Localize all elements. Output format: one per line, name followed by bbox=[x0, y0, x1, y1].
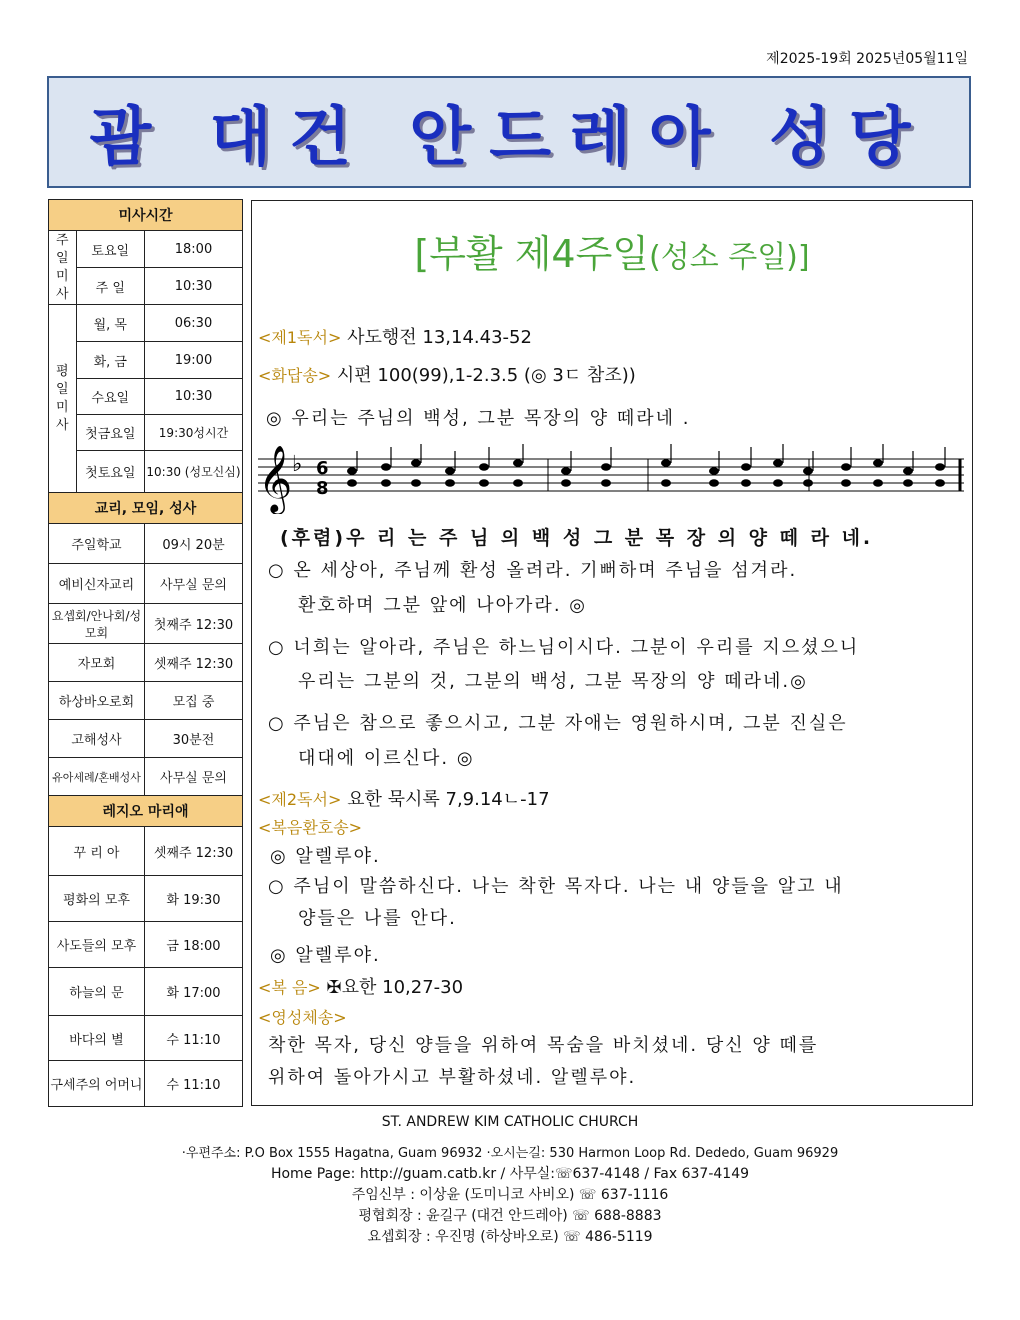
legio-row-label: 구세주의 어머니 bbox=[49, 1061, 145, 1107]
sunday-title-main: [부활 제4주일 bbox=[414, 232, 650, 276]
legio-row-value: 셋째주 12:30 bbox=[144, 827, 242, 876]
mass-row-label: 첫금요일 bbox=[76, 415, 144, 451]
mass-row-value: 10:30 bbox=[144, 268, 242, 305]
note-head bbox=[903, 479, 913, 487]
pastor-contact: 주임신부 : 이상윤 (도미니코 사비오) ☏ 637-1116 bbox=[351, 1187, 669, 1203]
communion-text: 위하여 돌아가시고 부활하셨네. 알렐루야. bbox=[268, 1067, 637, 1088]
sunday-title-sub: (성소 주일)] bbox=[649, 240, 810, 275]
note-head bbox=[773, 459, 783, 467]
note-head bbox=[741, 479, 751, 487]
church-name-en: ST. ANDREW KIM CATHOLIC CHURCH bbox=[381, 1114, 639, 1130]
issue-number: 제2025-19회 2025년05월11일 bbox=[766, 51, 968, 67]
note-head bbox=[347, 479, 357, 487]
mass-row-value: 19:30성시간 bbox=[144, 415, 242, 451]
mass-row-label: 첫토요일 bbox=[76, 451, 144, 493]
mass-row-label: 수요일 bbox=[76, 379, 144, 415]
weekday-mass-label: 평 일 미 사 bbox=[49, 305, 77, 493]
edu-header: 교리, 모임, 성사 bbox=[49, 493, 243, 524]
note-head bbox=[411, 479, 421, 487]
note-head bbox=[479, 463, 489, 471]
church-title: 괌 대건 안드레아 성당 bbox=[89, 101, 929, 175]
psalm-verse: ○ 주님은 참으로 좋으시고, 그분 자애는 영원하시며, 그분 진실은 bbox=[268, 713, 848, 734]
note-head bbox=[661, 479, 671, 487]
refrain-lyrics: (후렴)우 리 는 주 님 의 백 성 그 분 목 장 의 양 떼 라 네. bbox=[280, 527, 874, 549]
alleluia-tag-line bbox=[258, 815, 362, 838]
note-head bbox=[841, 479, 851, 487]
alleluia-response: ◎ 알렐루야. bbox=[270, 945, 381, 966]
music-staff bbox=[256, 444, 968, 514]
communion-text: 착한 목자, 당신 양들을 위하여 목숨을 바치셨네. 당신 양 떼를 bbox=[268, 1035, 819, 1056]
note-head bbox=[873, 479, 883, 487]
edu-row-value: 30분전 bbox=[144, 720, 242, 758]
note-head bbox=[381, 479, 391, 487]
mass-row-value: 06:30 bbox=[144, 305, 242, 342]
edu-row-label: 주일학교 bbox=[49, 524, 145, 564]
note-head bbox=[601, 479, 611, 487]
communion-tag: <영성체송> bbox=[258, 1008, 347, 1027]
note-head bbox=[903, 467, 913, 475]
edu-row-label: 요셉회/안나회/성모회 bbox=[49, 604, 145, 644]
treble-clef-icon: 𝄞 bbox=[258, 444, 293, 512]
psalm-line bbox=[258, 361, 636, 387]
notes bbox=[347, 444, 945, 487]
edu-row-label: 하상바오로회 bbox=[49, 682, 145, 720]
edu-row-label: 고해성사 bbox=[49, 720, 145, 758]
mass-row-label: 주 일 bbox=[76, 268, 144, 305]
homepage-phone: Home Page: http://guam.catb.kr / 사무실:☏637-4148 / Fax 637-4149 bbox=[270, 1166, 750, 1182]
edu-row-value: 사무실 문의 bbox=[144, 564, 242, 604]
note-head bbox=[561, 479, 571, 487]
legio-row-value: 수 11:10 bbox=[144, 1016, 242, 1061]
reading1-ref: 사도행전 13,14.43-52 bbox=[347, 327, 532, 348]
communion-tag-line bbox=[258, 1005, 347, 1028]
psalm-verse: 대대에 이르신다. ◎ bbox=[298, 748, 475, 769]
psalm-response: ◎ 우리는 주님의 백성, 그분 목장의 양 떼라네 . bbox=[266, 408, 691, 429]
gospel-line bbox=[258, 973, 463, 999]
mass-row-label: 토요일 bbox=[76, 231, 144, 268]
sunday-title bbox=[252, 223, 972, 278]
note-head bbox=[873, 459, 883, 467]
note-head bbox=[773, 479, 783, 487]
note-head bbox=[935, 479, 945, 487]
reading2-line bbox=[258, 785, 550, 811]
joseph-contact: 요셉회장 : 우진명 (하상바오로) ☏ 486-5119 bbox=[367, 1229, 653, 1245]
note-head bbox=[803, 467, 813, 475]
gospel-ref: ✠요한 10,27-30 bbox=[326, 977, 464, 998]
reading1-tag: <제1독서> bbox=[258, 328, 342, 347]
edu-row-value: 사무실 문의 bbox=[144, 758, 242, 796]
psalm-verse: 우리는 그분의 것, 그분의 백성, 그분 목장의 양 떼라네.◎ bbox=[298, 671, 808, 692]
mass-row-label: 화, 금 bbox=[76, 342, 144, 379]
mass-row-value: 19:00 bbox=[144, 342, 242, 379]
time-signature-bottom: 8 bbox=[316, 478, 329, 499]
alleluia-verse: ○ 주님이 말씀하신다. 나는 착한 목자다. 나는 내 양들을 알고 내 bbox=[268, 876, 844, 897]
legio-row-label: 사도들의 모후 bbox=[49, 922, 145, 968]
note-head bbox=[445, 467, 455, 475]
edu-row-value: 09시 20분 bbox=[144, 524, 242, 564]
note-head bbox=[661, 459, 671, 467]
reading2-tag: <제2독서> bbox=[258, 790, 342, 809]
legio-header: 레지오 마리애 bbox=[49, 796, 243, 827]
note-head bbox=[841, 463, 851, 471]
note-head bbox=[479, 479, 489, 487]
legio-row-value: 화 17:00 bbox=[144, 968, 242, 1016]
reading1-line bbox=[258, 323, 532, 349]
title-banner bbox=[47, 76, 971, 188]
edu-row-label: 자모회 bbox=[49, 644, 145, 682]
psalm-verse: ○ 온 세상아, 주님께 환성 올려라. 기뻐하며 주님을 섬겨라. bbox=[268, 560, 798, 581]
reading2-ref: 요한 묵시록 7,9.14ㄴ-17 bbox=[347, 789, 550, 810]
alleluia-response: ◎ 알렐루야. bbox=[270, 846, 381, 867]
psalm-tag: <화답송> bbox=[258, 366, 332, 385]
psalm-verse: 환호하며 그분 앞에 나아가라. ◎ bbox=[298, 595, 587, 616]
president-contact: 평협회장 : 윤길구 (대건 안드레아) ☏ 688-8883 bbox=[358, 1208, 662, 1224]
schedule-sidebar bbox=[48, 199, 243, 1107]
alleluia-verse: 양들은 나를 안다. bbox=[298, 908, 457, 929]
alleluia-tag: <복음환호송> bbox=[258, 818, 363, 837]
legio-row-label: 평화의 모후 bbox=[49, 876, 145, 922]
address: ·우편주소: P.O Box 1555 Hagatna, Guam 96932 ·오시는길: 530 Harmon Loop Rd. Dededo, Guam 96929 bbox=[181, 1146, 839, 1161]
edu-row-value: 셋째주 12:30 bbox=[144, 644, 242, 682]
note-head bbox=[601, 463, 611, 471]
mass-header: 미사시간 bbox=[49, 200, 243, 231]
mass-row-value: 10:30 bbox=[144, 379, 242, 415]
note-head bbox=[411, 459, 421, 467]
note-head bbox=[381, 463, 391, 471]
sunday-mass-label: 주 일 미 사 bbox=[49, 231, 77, 305]
note-head bbox=[803, 479, 813, 487]
flat-icon: ♭ bbox=[292, 452, 303, 477]
mass-row-value: 18:00 bbox=[144, 231, 242, 268]
note-head bbox=[709, 479, 719, 487]
note-head bbox=[513, 479, 523, 487]
liturgy-panel bbox=[251, 200, 973, 1106]
mass-row-value: 10:30 (성모신심) bbox=[144, 451, 242, 493]
mass-row-label: 월, 목 bbox=[76, 305, 144, 342]
psalm-verse: ○ 너희는 알아라, 주님은 하느님이시다. 그분이 우리를 지으셨으니 bbox=[268, 637, 860, 658]
legio-row-label: 꾸 리 아 bbox=[49, 827, 145, 876]
note-head bbox=[741, 463, 751, 471]
legio-row-value: 금 18:00 bbox=[144, 922, 242, 968]
note-head bbox=[347, 467, 357, 475]
note-head bbox=[445, 479, 455, 487]
edu-row-value: 첫째주 12:30 bbox=[144, 604, 242, 644]
note-head bbox=[513, 459, 523, 467]
psalm-ref: 시편 100(99),1-2.3.5 (◎ 3ㄷ 참조)) bbox=[336, 365, 636, 386]
legio-row-label: 하늘의 문 bbox=[49, 968, 145, 1016]
edu-row-label: 유아세례/혼배성사 bbox=[49, 758, 145, 796]
legio-row-value: 화 19:30 bbox=[144, 876, 242, 922]
time-signature-top: 6 bbox=[316, 458, 329, 479]
note-head bbox=[561, 467, 571, 475]
gospel-tag: <복 음> bbox=[258, 978, 321, 997]
legio-row-label: 바다의 별 bbox=[49, 1016, 145, 1061]
edu-row-value: 모집 중 bbox=[144, 682, 242, 720]
note-head bbox=[935, 463, 945, 471]
legio-row-value: 수 11:10 bbox=[144, 1061, 242, 1107]
note-head bbox=[709, 467, 719, 475]
edu-row-label: 예비신자교리 bbox=[49, 564, 145, 604]
